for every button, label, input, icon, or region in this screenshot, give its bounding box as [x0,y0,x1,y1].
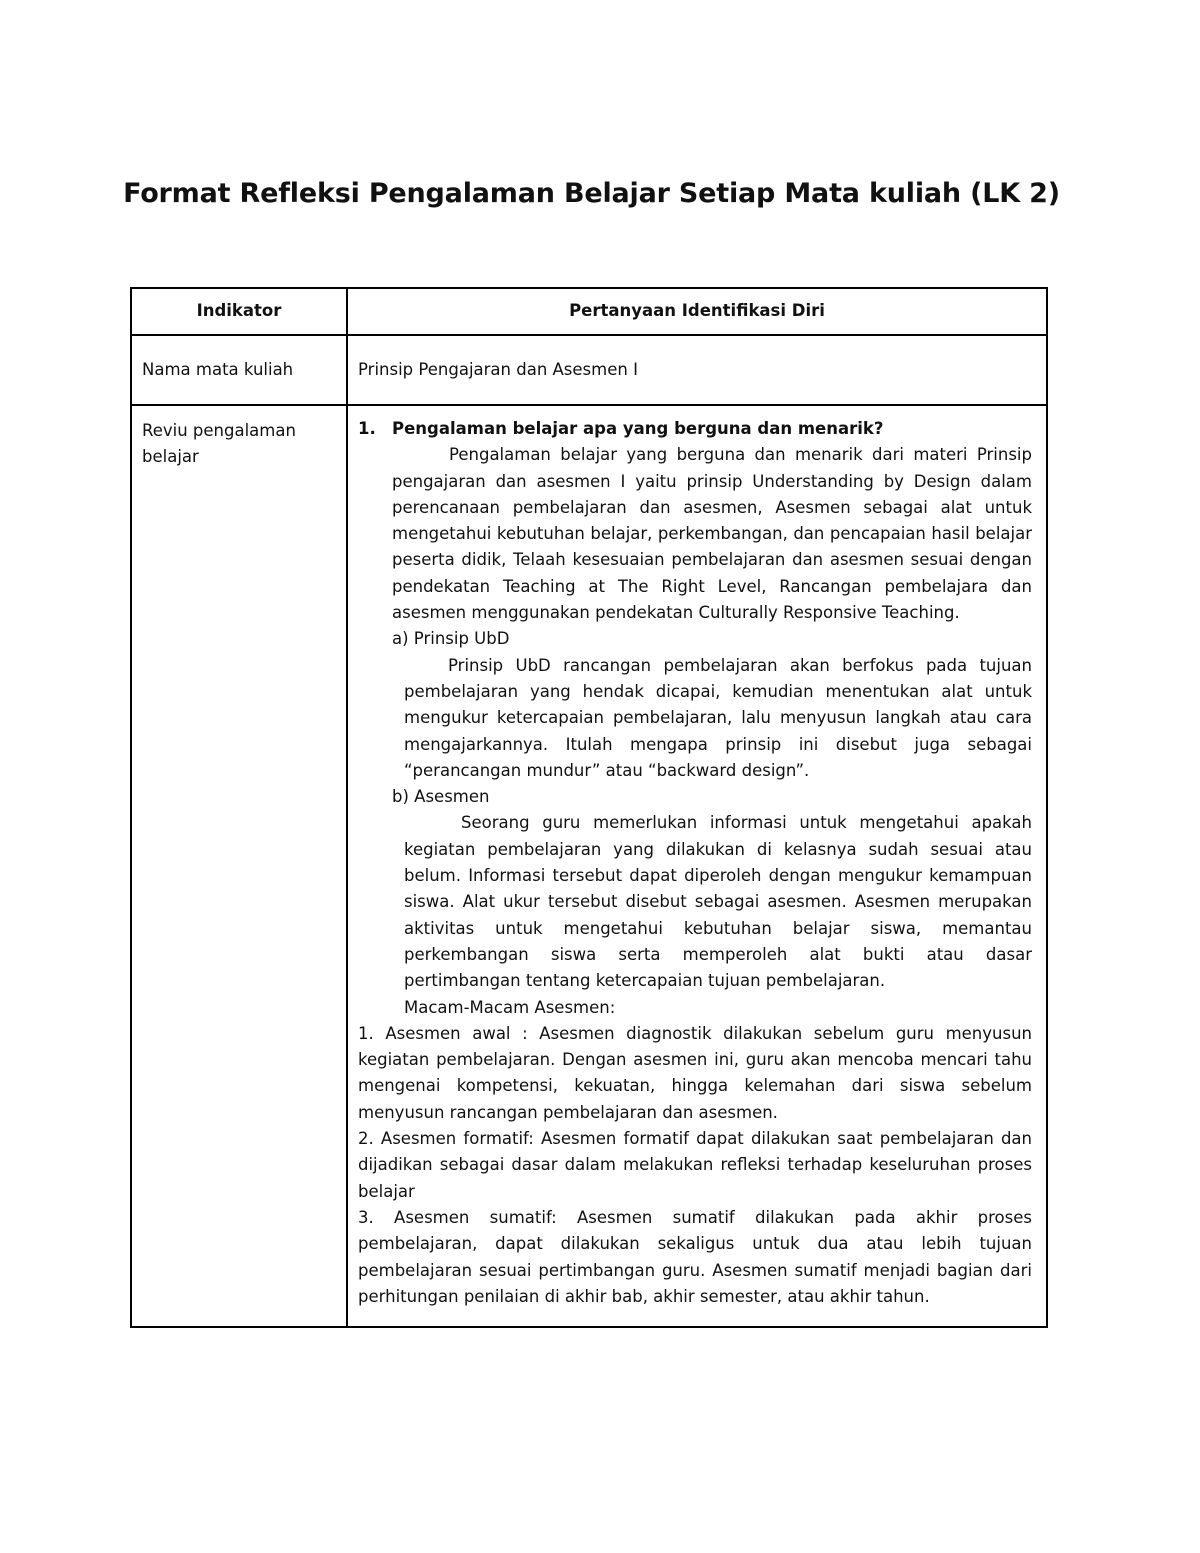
section-a-paragraph: Prinsip UbD rancangan pembelajaran akan berfokus pada tujuan pembelajaran yang hendak dicapai, kemudian menentukan alat untuk mengukur ketercapaian pembelajaran, lalu menyusun langkah atau cara mengajarkannya. Itulah mengapa prinsip ini disebut juga sebagai “perancangan mundur” atau “backward design”. [404,655,1032,780]
intro-paragraph: Pengalaman belajar yang berguna dan menarik dari materi Prinsip pengajaran dan asesmen I yaitu prinsip Understanding by Design dalam perencanaan pembelajaran dan asesmen, Asesmen sebagai alat untuk mengetahui kebutuhan belajar, perkembangan, dan pencapaian hasil belajar peserta didik, Telaah kesesuaian pembelajaran dan asesmen sesuai dengan pendekatan Teaching at The Right Level, Rancangan pembelajara dan asesmen menggunakan pendekatan Culturally Responsive Teaching. [392,445,1032,623]
review-label: Reviu pengalaman belajar [131,405,347,1327]
list-item: 3. Asesmen sumatif: Asesmen sumatif dilakukan pada akhir proses pembelajaran, dapat dilakukan sekaligus untuk dua atau lebih tujuan pembelajaran sesuai pertimbangan guru. Asesmen sumatif menjadi bagian dari perhitungan penilaian di akhir bab, akhir semester, atau akhir tahun. [358,1207,1032,1306]
section-b-title: b) Asesmen [392,787,490,807]
review-content [347,405,1047,1327]
table-row-review [131,405,1047,1327]
list-item: 1. Asesmen awal : Asesmen diagnostik dilakukan sebelum guru menyusun kegiatan pembelajaran. Dengan asesmen ini, guru akan mencoba mencari tahu mengenai kompetensi, kekuatan, hingga kelemahan dari siswa sebelum menyusun rancangan pembelajaran dan asesmen. [358,1023,1032,1122]
question-heading [358,416,1032,442]
question-number: 1. [358,419,376,438]
question-text: Pengalaman belajar apa yang berguna dan menarik? [392,419,884,438]
macam-title: Macam-Macam Asesmen: [404,997,616,1017]
header-indikator: Indikator [131,288,347,335]
course-value: Prinsip Pengajaran dan Asesmen I [347,335,1047,405]
table-row-course [131,335,1047,405]
course-label: Nama mata kuliah [131,335,347,405]
header-pertanyaan: Pertanyaan Identifikasi Diri [347,288,1047,335]
list-item: 2. Asesmen formatif: Asesmen formatif dapat dilakukan saat pembelajaran dan dijadikan sebagai dasar dalam melakukan refleksi terhadap keseluruhan proses belajar [358,1129,1032,1201]
section-a-title: a) Prinsip UbD [392,629,510,649]
page-title: Format Refleksi Pengalaman Belajar Setiap Mata kuliah (LK 2) [123,178,1060,209]
table-header-row [131,288,1047,335]
reflection-table [130,287,1048,1328]
section-b-paragraph: Seorang guru memerlukan informasi untuk mengetahui apakah kegiatan pembelajaran yang dilakukan di kelasnya sudah sesuai atau belum. Informasi tersebut dapat diperoleh dengan mengukur kemampuan siswa. Alat ukur tersebut disebut sebagai asesmen. Asesmen merupakan aktivitas untuk mengetahui kebutuhan belajar siswa, memantau perkembangan siswa serta memperoleh alat bukti atau dasar pertimbangan tentang ketercapaian tujuan pembelajaran. [404,813,1032,991]
